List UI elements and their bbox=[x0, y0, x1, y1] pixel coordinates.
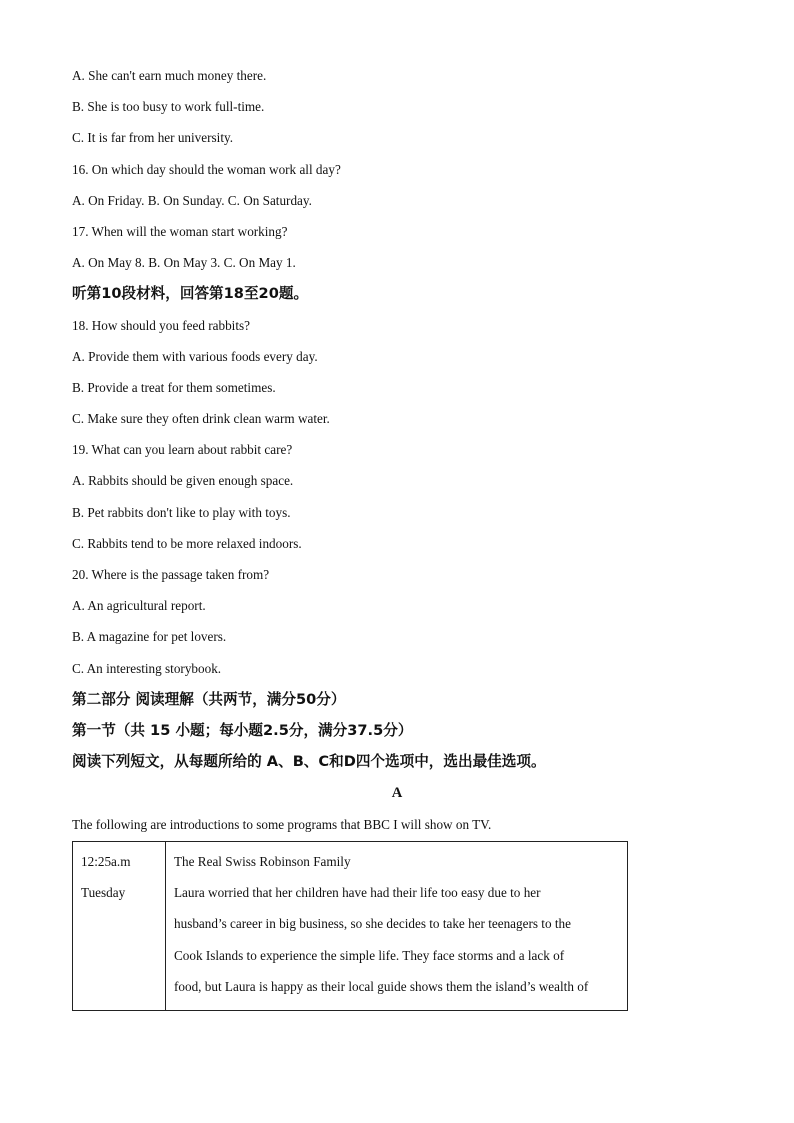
program-table bbox=[72, 841, 628, 1011]
text-line: A. An agricultural report. bbox=[72, 598, 206, 614]
text-line: C. It is far from her university. bbox=[72, 130, 234, 146]
text-line: 17. When will the woman start working? bbox=[72, 223, 288, 239]
program-title: The Real Swiss Robinson Family bbox=[174, 854, 351, 869]
text-line: A. Provide them with various foods every day. bbox=[72, 348, 318, 364]
program-description-line: husband’s career in big business, so she decides to take her teenagers to the bbox=[174, 916, 571, 932]
text-line: B. She is too busy to work full-time. bbox=[72, 99, 265, 115]
text-line: 16. On which day should the woman work all day? bbox=[72, 161, 341, 177]
program-description-cell bbox=[166, 842, 628, 1011]
program-description-line: Cook Islands to experience the simple life. They face storms and a lack of bbox=[174, 947, 565, 963]
text-line: A. On Friday. B. On Sunday. C. On Saturday. bbox=[72, 192, 312, 208]
program-day: Tuesday bbox=[81, 885, 126, 901]
text-line: B. Pet rabbits don't like to play with toys. bbox=[72, 504, 291, 520]
section-heading: 第二部分 阅读理解（共两节，满分50分） bbox=[72, 690, 346, 708]
program-time: 12:25a.m bbox=[81, 854, 131, 869]
passage-label: A bbox=[391, 785, 403, 802]
program-time-cell bbox=[73, 842, 166, 1011]
text-line: C. An interesting storybook. bbox=[72, 660, 222, 676]
text-line: 19. What can you learn about rabbit care? bbox=[72, 442, 293, 458]
text-line: B. A magazine for pet lovers. bbox=[72, 629, 227, 645]
text-line: C. Make sure they often drink clean warm water. bbox=[72, 411, 330, 427]
text-line: A. She can't earn much money there. bbox=[72, 68, 267, 83]
text-line: A. Rabbits should be given enough space. bbox=[72, 473, 294, 489]
text-line: A. On May 8. B. On May 3. C. On May 1. bbox=[72, 255, 296, 271]
section-heading: 第一节（共 15 小题；每小题2.5分，满分37.5分） bbox=[72, 721, 413, 739]
exam-text bbox=[72, 64, 712, 844]
text-line: 20. Where is the passage taken from? bbox=[72, 567, 270, 582]
table-row bbox=[73, 842, 628, 1011]
text-line: 18. How should you feed rabbits? bbox=[72, 317, 250, 333]
section-heading: 听第10段材料，回答第18至20题。 bbox=[72, 285, 309, 303]
text-line: The following are introductions to some programs that BBC I will show on TV. bbox=[72, 816, 492, 832]
section-heading: 阅读下列短文，从每题所给的 A、B、C和D四个选项中，选出最佳选项。 bbox=[72, 753, 546, 771]
text-line: B. Provide a treat for them sometimes. bbox=[72, 379, 276, 395]
text-line: C. Rabbits tend to be more relaxed indoors. bbox=[72, 535, 302, 551]
program-description-line: food, but Laura is happy as their local guide shows them the island’s wealth of bbox=[174, 978, 589, 994]
program-description-line: Laura worried that her children have had their life too easy due to her bbox=[174, 885, 541, 901]
